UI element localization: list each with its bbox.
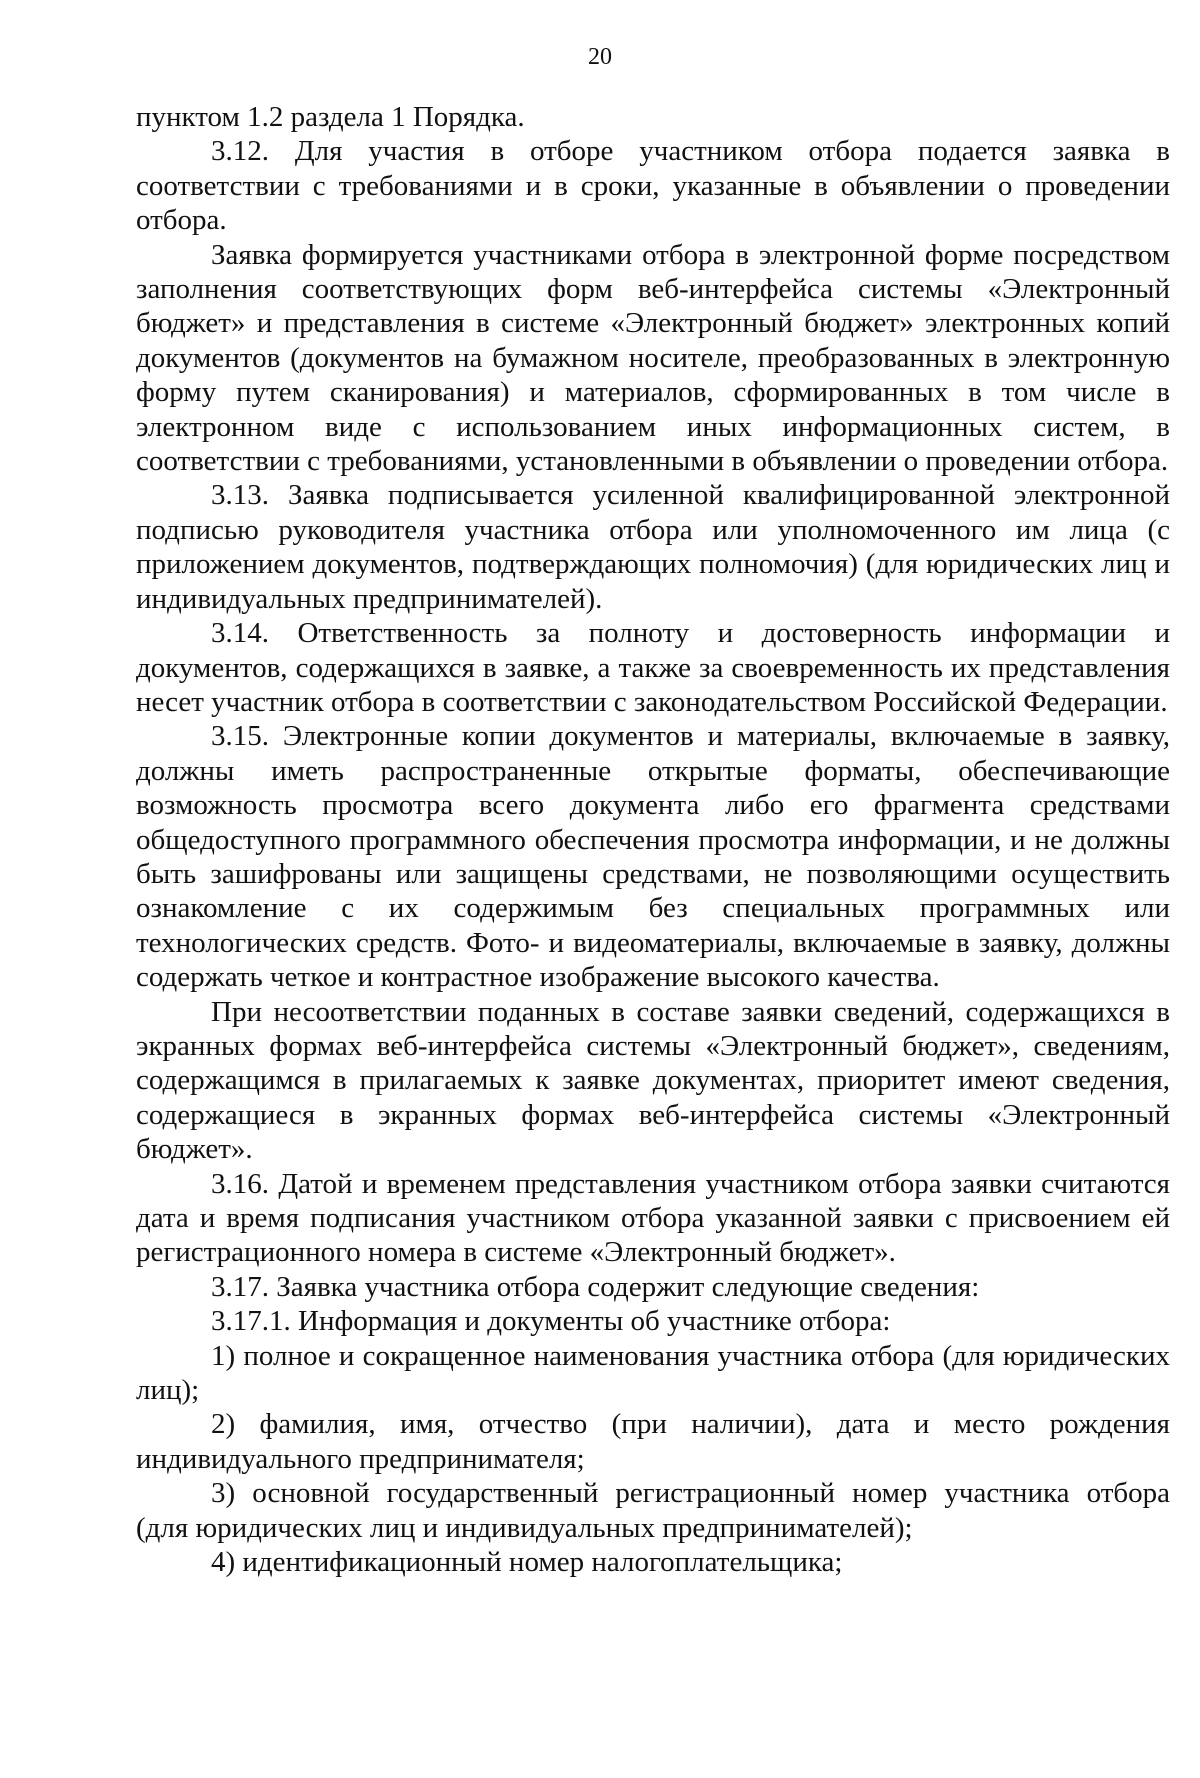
paragraph-3-15: 3.15. Электронные копии документов и материалы, включаемые в заявку, должны иметь распространенные открытые форматы, обеспечивающие возможность просмотра всего документа либо его фрагмента средствами общедоступного программного обеспечения просмотра информации, и не должны быть зашифрованы или защищены средствами, не позволяющими осуществить ознакомление с их содержимым без специальных программных или технологических средств. Фото- и видеоматериалы, включаемые в заявку, должны содержать четкое и контрастное изображение высокого качества. — [136, 720, 1170, 994]
page-number: 20 — [588, 44, 612, 70]
paragraph-mismatch-priority: При несоответствии поданных в составе заявки сведений, содержащихся в экранных формах веб-интерфейса системы «Электронный бюджет», сведениям, содержащимся в прилагаемых к заявке документах, приоритет имеют сведения, содержащиеся в экранных формах веб-интерфейса системы «Электронный бюджет». — [136, 995, 1170, 1166]
paragraph-3-14: 3.14. Ответственность за полноту и достоверность информации и документов, содержащихся в заявке, а также за своевременность их представления несет участник отбора в соответствии с законодательством Российской Федерации. — [136, 617, 1170, 718]
paragraph-3-17: 3.17. Заявка участника отбора содержит следующие сведения: — [211, 1270, 980, 1303]
document-body — [136, 100, 1170, 1579]
paragraph-3-16: 3.16. Датой и временем представления участником отбора заявки считаются дата и время подписания участником отбора указанной заявки с присвоением ей регистрационного номера в системе «Электронный бюджет». — [136, 1167, 1170, 1269]
list-item-2: 2) фамилия, имя, отчество (при наличии), дата и место рождения индивидуального предпринимателя; — [136, 1408, 1170, 1475]
list-item-1: 1) полное и сокращенное наименования участника отбора (для юридических лиц); — [136, 1339, 1170, 1407]
paragraph-application-formation: Заявка формируется участниками отбора в электронной форме посредством заполнения соответствующих форм веб-интерфейса системы «Электронный бюджет» и представления в системе «Электронный бюджет» электронных копий документов (документов на бумажном носителе, преобразованных в электронную форму путем сканирования) и материалов, сформированных в том числе в электронном виде с использованием иных информационных систем, в соответствии с требованиями, установленными в объявлении о проведении отбора. — [136, 238, 1170, 478]
list-item-4: 4) идентификационный номер налогоплательщика; — [211, 1546, 843, 1579]
list-item-3: 3) основной государственный регистрационный номер участника отбора (для юридических лиц и индивидуальных предпринимателей); — [136, 1477, 1170, 1544]
paragraph-3-13: 3.13. Заявка подписывается усиленной квалифицированной электронной подписью руководителя участника отбора или уполномоченного им лица (с приложением документов, подтверждающих полномочия) (для юридических лиц и индивидуальных предпринимателей). — [136, 479, 1170, 615]
paragraph-continuation: пунктом 1.2 раздела 1 Порядка. — [136, 101, 525, 133]
paragraph-3-12: 3.12. Для участия в отборе участником отбора подается заявка в соответствии с требованиями и в сроки, указанные в объявлении о проведении отбора. — [136, 135, 1170, 237]
paragraph-3-17-1: 3.17.1. Информация и документы об участнике отбора: — [211, 1305, 891, 1338]
